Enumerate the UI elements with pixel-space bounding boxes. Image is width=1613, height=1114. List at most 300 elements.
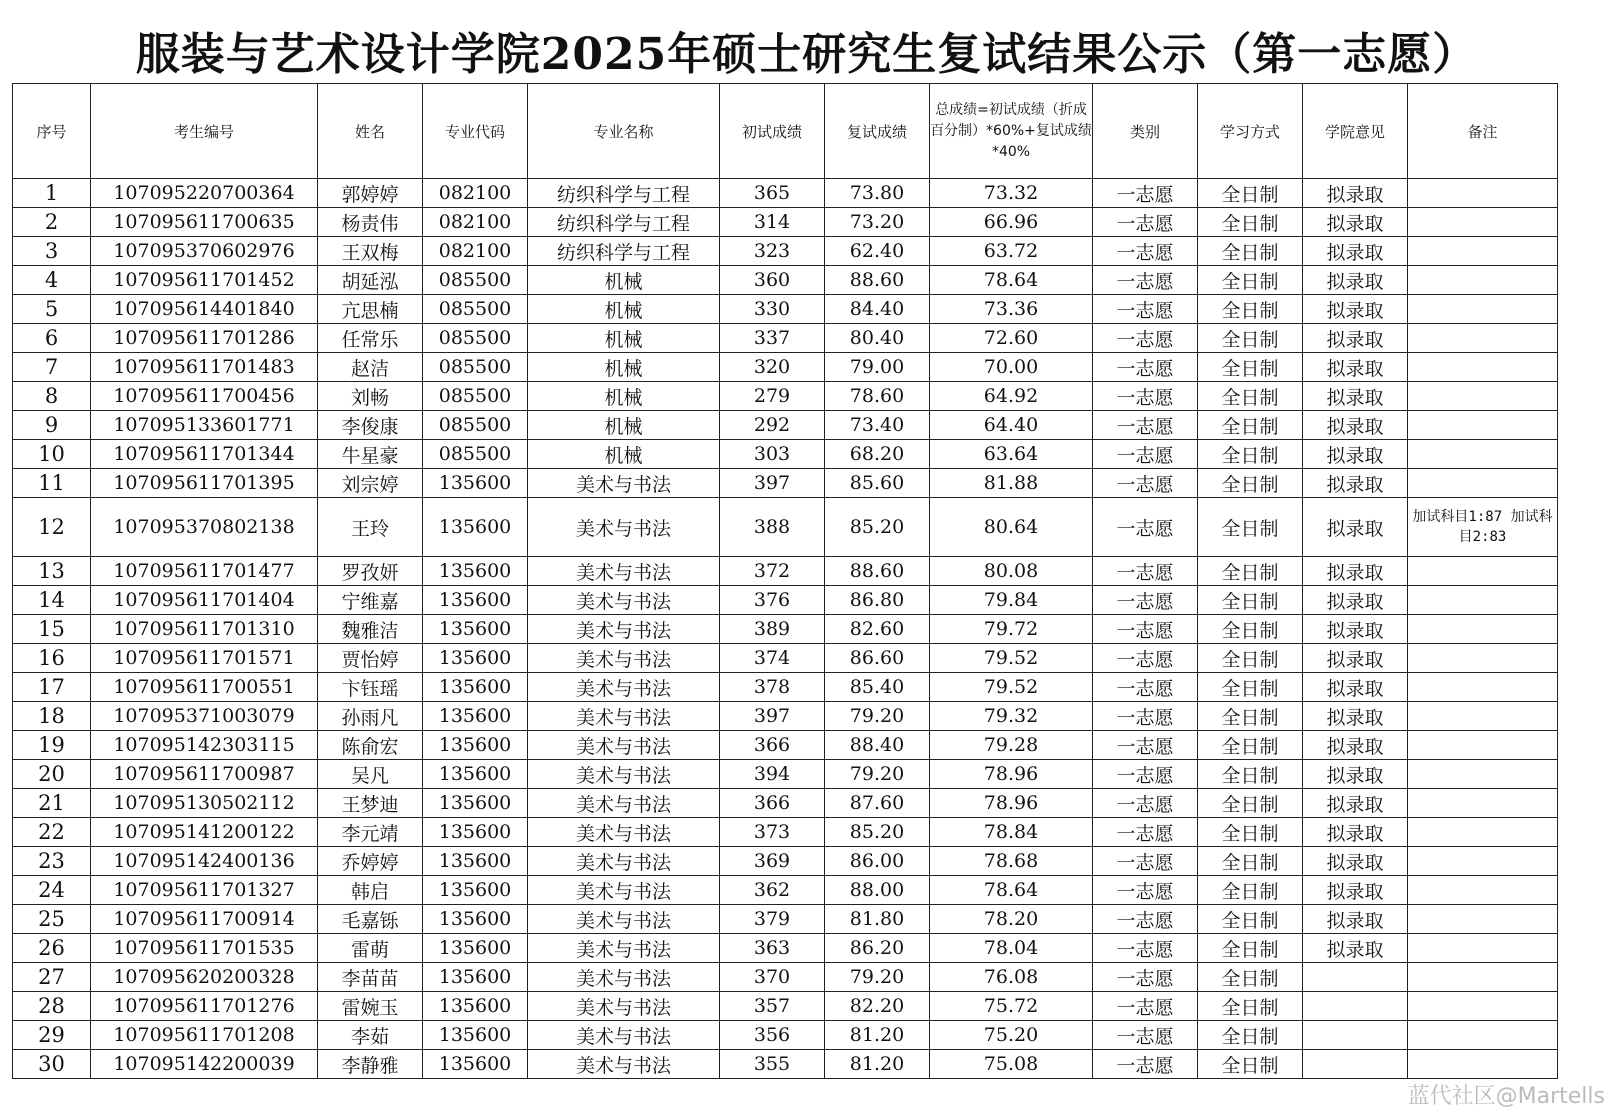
table-cell: 刘畅 bbox=[318, 382, 423, 411]
table-cell: 一志愿 bbox=[1093, 615, 1198, 644]
table-cell: 全日制 bbox=[1198, 644, 1303, 673]
table-cell: 全日制 bbox=[1198, 440, 1303, 469]
table-cell: 79.52 bbox=[930, 673, 1093, 702]
table-cell: 加试科目1:87 加试科目2:83 bbox=[1408, 498, 1558, 557]
table-cell: 79.20 bbox=[825, 760, 930, 789]
table-cell: 86.60 bbox=[825, 644, 930, 673]
table-cell: 370 bbox=[720, 963, 825, 992]
table-cell: 17 bbox=[13, 673, 91, 702]
table-cell: 李茹 bbox=[318, 1021, 423, 1050]
table-cell: 一志愿 bbox=[1093, 731, 1198, 760]
table-cell: 拟录取 bbox=[1303, 295, 1408, 324]
table-cell: 一志愿 bbox=[1093, 818, 1198, 847]
table-cell: 14 bbox=[13, 586, 91, 615]
table-cell: 357 bbox=[720, 992, 825, 1021]
table-cell: 78.60 bbox=[825, 382, 930, 411]
table-cell: 314 bbox=[720, 208, 825, 237]
table-cell: 66.96 bbox=[930, 208, 1093, 237]
table-cell: 80.40 bbox=[825, 324, 930, 353]
table-cell: 63.64 bbox=[930, 440, 1093, 469]
table-cell: 81.20 bbox=[825, 1050, 930, 1079]
table-cell: 88.60 bbox=[825, 266, 930, 295]
table-cell: 88.00 bbox=[825, 876, 930, 905]
table-cell: 107095611701327 bbox=[91, 876, 318, 905]
table-cell bbox=[1408, 731, 1558, 760]
table-cell: 王玲 bbox=[318, 498, 423, 557]
table-cell: 李苗苗 bbox=[318, 963, 423, 992]
table-cell: 107095611700551 bbox=[91, 673, 318, 702]
table-cell: 323 bbox=[720, 237, 825, 266]
table-cell: 拟录取 bbox=[1303, 673, 1408, 702]
header-cell: 复试成绩 bbox=[825, 84, 930, 179]
table-cell: 27 bbox=[13, 963, 91, 992]
table-cell: 70.00 bbox=[930, 353, 1093, 382]
table-cell: 全日制 bbox=[1198, 934, 1303, 963]
table-cell: 11 bbox=[13, 469, 91, 498]
table-cell: 085500 bbox=[423, 382, 528, 411]
table-cell: 73.32 bbox=[930, 179, 1093, 208]
table-cell: 美术与书法 bbox=[528, 615, 720, 644]
table-cell: 78.64 bbox=[930, 876, 1093, 905]
table-body bbox=[13, 179, 1558, 1079]
table-cell: 吴凡 bbox=[318, 760, 423, 789]
table-cell: 107095611701404 bbox=[91, 586, 318, 615]
table-cell: 一志愿 bbox=[1093, 266, 1198, 295]
table-cell: 5 bbox=[13, 295, 91, 324]
table-cell: 美术与书法 bbox=[528, 673, 720, 702]
table-cell bbox=[1408, 382, 1558, 411]
table-row bbox=[13, 702, 1558, 731]
table-cell: 9 bbox=[13, 411, 91, 440]
table-cell: 王双梅 bbox=[318, 237, 423, 266]
table-row bbox=[13, 1021, 1558, 1050]
table-cell: 雷婉玉 bbox=[318, 992, 423, 1021]
table-cell: 3 bbox=[13, 237, 91, 266]
table-cell: 纺织科学与工程 bbox=[528, 179, 720, 208]
table-cell bbox=[1408, 876, 1558, 905]
table-cell: 全日制 bbox=[1198, 557, 1303, 586]
table-cell bbox=[1303, 963, 1408, 992]
table-cell: 8 bbox=[13, 382, 91, 411]
table-cell: 拟录取 bbox=[1303, 644, 1408, 673]
table-cell: 79.20 bbox=[825, 963, 930, 992]
table-cell: 26 bbox=[13, 934, 91, 963]
table-cell: 宁维嘉 bbox=[318, 586, 423, 615]
table-cell: 107095220700364 bbox=[91, 179, 318, 208]
table-cell: 24 bbox=[13, 876, 91, 905]
table-cell: 365 bbox=[720, 179, 825, 208]
table-cell: 79.00 bbox=[825, 353, 930, 382]
table-cell: 78.68 bbox=[930, 847, 1093, 876]
table-cell: 李元靖 bbox=[318, 818, 423, 847]
table-cell bbox=[1303, 992, 1408, 1021]
table-cell bbox=[1408, 702, 1558, 731]
table-cell bbox=[1408, 1021, 1558, 1050]
table-cell: 378 bbox=[720, 673, 825, 702]
table-cell: 135600 bbox=[423, 760, 528, 789]
table-cell: 107095142200039 bbox=[91, 1050, 318, 1079]
table-row bbox=[13, 208, 1558, 237]
table-cell: 86.80 bbox=[825, 586, 930, 615]
header-cell: 考生编号 bbox=[91, 84, 318, 179]
table-cell: 397 bbox=[720, 702, 825, 731]
table-cell: 一志愿 bbox=[1093, 934, 1198, 963]
table-row bbox=[13, 498, 1558, 557]
table-cell: 107095611700914 bbox=[91, 905, 318, 934]
table-cell: 135600 bbox=[423, 469, 528, 498]
table-cell: 一志愿 bbox=[1093, 237, 1198, 266]
table-cell: 王梦迪 bbox=[318, 789, 423, 818]
table-cell: 374 bbox=[720, 644, 825, 673]
table-cell: 135600 bbox=[423, 818, 528, 847]
table-cell: 68.20 bbox=[825, 440, 930, 469]
table-cell: 拟录取 bbox=[1303, 324, 1408, 353]
table-cell: 1 bbox=[13, 179, 91, 208]
table-cell bbox=[1408, 818, 1558, 847]
table-cell: 135600 bbox=[423, 847, 528, 876]
table-cell: 107095141200122 bbox=[91, 818, 318, 847]
table-cell: 78.64 bbox=[930, 266, 1093, 295]
header-cell: 初试成绩 bbox=[720, 84, 825, 179]
table-row bbox=[13, 469, 1558, 498]
table-cell: 一志愿 bbox=[1093, 208, 1198, 237]
table-row bbox=[13, 382, 1558, 411]
table-cell: 一志愿 bbox=[1093, 673, 1198, 702]
table-cell: 81.80 bbox=[825, 905, 930, 934]
table-row bbox=[13, 586, 1558, 615]
table-cell: 机械 bbox=[528, 266, 720, 295]
table-cell bbox=[1303, 1050, 1408, 1079]
header-cell: 学院意见 bbox=[1303, 84, 1408, 179]
table-cell: 28 bbox=[13, 992, 91, 1021]
table-cell: 16 bbox=[13, 644, 91, 673]
table-cell: 64.40 bbox=[930, 411, 1093, 440]
table-cell: 一志愿 bbox=[1093, 353, 1198, 382]
table-cell: 78.20 bbox=[930, 905, 1093, 934]
table-cell: 397 bbox=[720, 469, 825, 498]
table-cell: 135600 bbox=[423, 963, 528, 992]
table-cell: 78.84 bbox=[930, 818, 1093, 847]
table-cell: 全日制 bbox=[1198, 702, 1303, 731]
table-row bbox=[13, 876, 1558, 905]
table-cell bbox=[1408, 789, 1558, 818]
table-cell: 88.60 bbox=[825, 557, 930, 586]
header-cell: 序号 bbox=[13, 84, 91, 179]
table-cell: 73.80 bbox=[825, 179, 930, 208]
table-cell: 363 bbox=[720, 934, 825, 963]
table-cell: 135600 bbox=[423, 1050, 528, 1079]
table-cell: 拟录取 bbox=[1303, 498, 1408, 557]
table-cell: 86.00 bbox=[825, 847, 930, 876]
table-cell bbox=[1303, 1021, 1408, 1050]
table-cell: 337 bbox=[720, 324, 825, 353]
table-cell: 拟录取 bbox=[1303, 179, 1408, 208]
table-cell: 107095611701286 bbox=[91, 324, 318, 353]
table-row bbox=[13, 615, 1558, 644]
table-cell: 美术与书法 bbox=[528, 586, 720, 615]
table-cell: 082100 bbox=[423, 179, 528, 208]
table-cell: 美术与书法 bbox=[528, 469, 720, 498]
table-cell: 刘宗婷 bbox=[318, 469, 423, 498]
table-cell: 366 bbox=[720, 731, 825, 760]
table-cell: 76.08 bbox=[930, 963, 1093, 992]
table-cell: 一志愿 bbox=[1093, 876, 1198, 905]
table-cell: 79.32 bbox=[930, 702, 1093, 731]
table-cell: 79.72 bbox=[930, 615, 1093, 644]
table-cell: 80.08 bbox=[930, 557, 1093, 586]
table-cell: 全日制 bbox=[1198, 876, 1303, 905]
table-cell: 一志愿 bbox=[1093, 440, 1198, 469]
table-cell: 107095611701483 bbox=[91, 353, 318, 382]
table-cell bbox=[1408, 963, 1558, 992]
table-cell: 84.40 bbox=[825, 295, 930, 324]
table-cell: 107095370602976 bbox=[91, 237, 318, 266]
table-cell: 拟录取 bbox=[1303, 731, 1408, 760]
table-cell: 全日制 bbox=[1198, 208, 1303, 237]
table-row bbox=[13, 731, 1558, 760]
table-cell: 全日制 bbox=[1198, 586, 1303, 615]
table-cell: 25 bbox=[13, 905, 91, 934]
table-cell: 303 bbox=[720, 440, 825, 469]
table-cell bbox=[1408, 586, 1558, 615]
table-cell: 拟录取 bbox=[1303, 876, 1408, 905]
table-cell: 107095611700456 bbox=[91, 382, 318, 411]
table-row bbox=[13, 411, 1558, 440]
table-row bbox=[13, 992, 1558, 1021]
table-cell: 全日制 bbox=[1198, 847, 1303, 876]
table-cell: 366 bbox=[720, 789, 825, 818]
table-cell bbox=[1408, 179, 1558, 208]
table-cell: 79.20 bbox=[825, 702, 930, 731]
table-cell: 一志愿 bbox=[1093, 324, 1198, 353]
table-cell: 美术与书法 bbox=[528, 934, 720, 963]
table-cell: 拟录取 bbox=[1303, 208, 1408, 237]
table-cell: 330 bbox=[720, 295, 825, 324]
table-cell: 拟录取 bbox=[1303, 440, 1408, 469]
table-row bbox=[13, 963, 1558, 992]
watermark: 蓝代社区@Martells bbox=[1407, 1084, 1605, 1109]
table-cell: 82.20 bbox=[825, 992, 930, 1021]
table-cell bbox=[1408, 208, 1558, 237]
table-cell: 一志愿 bbox=[1093, 411, 1198, 440]
table-cell: 一志愿 bbox=[1093, 992, 1198, 1021]
table-cell bbox=[1408, 615, 1558, 644]
table-cell: 美术与书法 bbox=[528, 1050, 720, 1079]
table-cell: 一志愿 bbox=[1093, 1050, 1198, 1079]
table-cell: 全日制 bbox=[1198, 382, 1303, 411]
table-cell: 一志愿 bbox=[1093, 760, 1198, 789]
table-cell bbox=[1408, 324, 1558, 353]
table-cell: 一志愿 bbox=[1093, 586, 1198, 615]
table-cell: 135600 bbox=[423, 673, 528, 702]
table-cell: 135600 bbox=[423, 615, 528, 644]
table-cell: 085500 bbox=[423, 411, 528, 440]
table-cell: 78.04 bbox=[930, 934, 1093, 963]
table-cell: 7 bbox=[13, 353, 91, 382]
table-row bbox=[13, 760, 1558, 789]
table-cell: 一志愿 bbox=[1093, 498, 1198, 557]
table-cell: 12 bbox=[13, 498, 91, 557]
table-cell: 82.60 bbox=[825, 615, 930, 644]
table-row bbox=[13, 353, 1558, 382]
table-cell: 23 bbox=[13, 847, 91, 876]
table-row bbox=[13, 237, 1558, 266]
table-cell: 郭婷婷 bbox=[318, 179, 423, 208]
table-cell: 一志愿 bbox=[1093, 702, 1198, 731]
table-cell bbox=[1408, 1050, 1558, 1079]
table-cell: 88.40 bbox=[825, 731, 930, 760]
table-cell: 373 bbox=[720, 818, 825, 847]
table-cell: 任常乐 bbox=[318, 324, 423, 353]
table-cell: 拟录取 bbox=[1303, 760, 1408, 789]
table-cell: 73.36 bbox=[930, 295, 1093, 324]
table-cell: 389 bbox=[720, 615, 825, 644]
table-cell: 135600 bbox=[423, 905, 528, 934]
table-cell: 082100 bbox=[423, 208, 528, 237]
table-cell: 10 bbox=[13, 440, 91, 469]
table-cell: 全日制 bbox=[1198, 179, 1303, 208]
table-cell: 79.28 bbox=[930, 731, 1093, 760]
table-cell: 19 bbox=[13, 731, 91, 760]
table-cell: 美术与书法 bbox=[528, 818, 720, 847]
table-cell: 085500 bbox=[423, 295, 528, 324]
table-cell: 107095142303115 bbox=[91, 731, 318, 760]
table-cell: 135600 bbox=[423, 702, 528, 731]
table-cell: 卞钰瑶 bbox=[318, 673, 423, 702]
table-cell: 30 bbox=[13, 1050, 91, 1079]
table-cell: 一志愿 bbox=[1093, 963, 1198, 992]
table-cell: 085500 bbox=[423, 440, 528, 469]
table-row bbox=[13, 266, 1558, 295]
table-cell: 73.20 bbox=[825, 208, 930, 237]
table-cell: 81.20 bbox=[825, 1021, 930, 1050]
table-cell: 一志愿 bbox=[1093, 905, 1198, 934]
table-cell: 107095370802138 bbox=[91, 498, 318, 557]
header-cell: 专业名称 bbox=[528, 84, 720, 179]
table-cell bbox=[1408, 673, 1558, 702]
table-cell bbox=[1408, 440, 1558, 469]
table-cell: 22 bbox=[13, 818, 91, 847]
table-cell: 全日制 bbox=[1198, 498, 1303, 557]
table-cell: 107095130502112 bbox=[91, 789, 318, 818]
table-cell: 64.92 bbox=[930, 382, 1093, 411]
table-cell: 一志愿 bbox=[1093, 382, 1198, 411]
table-cell: 107095611701395 bbox=[91, 469, 318, 498]
header-cell: 备注 bbox=[1408, 84, 1558, 179]
table-cell: 135600 bbox=[423, 731, 528, 760]
table-cell: 全日制 bbox=[1198, 353, 1303, 382]
table-cell: 135600 bbox=[423, 586, 528, 615]
table-cell: 107095611701571 bbox=[91, 644, 318, 673]
table-cell: 美术与书法 bbox=[528, 1021, 720, 1050]
table-cell: 一志愿 bbox=[1093, 789, 1198, 818]
table-cell: 拟录取 bbox=[1303, 847, 1408, 876]
table-cell: 85.40 bbox=[825, 673, 930, 702]
table-cell: 79.84 bbox=[930, 586, 1093, 615]
table-cell: 085500 bbox=[423, 324, 528, 353]
table-cell: 082100 bbox=[423, 237, 528, 266]
table-cell: 纺织科学与工程 bbox=[528, 237, 720, 266]
table-cell: 拟录取 bbox=[1303, 615, 1408, 644]
results-table bbox=[12, 83, 1558, 1079]
table-cell: 全日制 bbox=[1198, 324, 1303, 353]
table-row bbox=[13, 440, 1558, 469]
table-cell: 一志愿 bbox=[1093, 295, 1198, 324]
table-cell bbox=[1408, 905, 1558, 934]
table-cell: 赵洁 bbox=[318, 353, 423, 382]
table-cell: 全日制 bbox=[1198, 963, 1303, 992]
table-cell: 全日制 bbox=[1198, 295, 1303, 324]
table-cell: 388 bbox=[720, 498, 825, 557]
table-cell: 一志愿 bbox=[1093, 469, 1198, 498]
table-cell: 美术与书法 bbox=[528, 644, 720, 673]
table-cell: 美术与书法 bbox=[528, 557, 720, 586]
table-cell: 62.40 bbox=[825, 237, 930, 266]
table-row bbox=[13, 644, 1558, 673]
table-cell: 292 bbox=[720, 411, 825, 440]
table-cell: 美术与书法 bbox=[528, 847, 720, 876]
table-cell: 全日制 bbox=[1198, 266, 1303, 295]
page-title: 服装与艺术设计学院2025年硕士研究生复试结果公示（第一志愿） bbox=[135, 29, 1478, 80]
table-cell: 美术与书法 bbox=[528, 702, 720, 731]
table-cell: 贾怡婷 bbox=[318, 644, 423, 673]
table-cell: 79.52 bbox=[930, 644, 1093, 673]
table-cell: 87.60 bbox=[825, 789, 930, 818]
table-cell: 全日制 bbox=[1198, 992, 1303, 1021]
table-cell: 107095611701344 bbox=[91, 440, 318, 469]
table-row bbox=[13, 818, 1558, 847]
table-cell: 美术与书法 bbox=[528, 498, 720, 557]
table-cell: 13 bbox=[13, 557, 91, 586]
table-cell bbox=[1408, 295, 1558, 324]
table-cell: 279 bbox=[720, 382, 825, 411]
table-cell bbox=[1408, 237, 1558, 266]
table-cell: 107095611700635 bbox=[91, 208, 318, 237]
table-cell: 一志愿 bbox=[1093, 557, 1198, 586]
table-cell: 拟录取 bbox=[1303, 237, 1408, 266]
table-row bbox=[13, 557, 1558, 586]
table-cell: 美术与书法 bbox=[528, 789, 720, 818]
table-cell: 20 bbox=[13, 760, 91, 789]
table-row bbox=[13, 905, 1558, 934]
table-cell: 135600 bbox=[423, 934, 528, 963]
table-cell: 78.96 bbox=[930, 789, 1093, 818]
table-cell: 362 bbox=[720, 876, 825, 905]
table-cell bbox=[1408, 992, 1558, 1021]
table-cell: 81.88 bbox=[930, 469, 1093, 498]
table-cell: 纺织科学与工程 bbox=[528, 208, 720, 237]
table-cell: 机械 bbox=[528, 353, 720, 382]
table-cell: 拟录取 bbox=[1303, 382, 1408, 411]
table-cell: 美术与书法 bbox=[528, 760, 720, 789]
table-cell: 美术与书法 bbox=[528, 905, 720, 934]
table-cell: 拟录取 bbox=[1303, 818, 1408, 847]
table-cell: 全日制 bbox=[1198, 905, 1303, 934]
table-row bbox=[13, 179, 1558, 208]
table-cell: 107095611701535 bbox=[91, 934, 318, 963]
table-cell: 亢思楠 bbox=[318, 295, 423, 324]
table-cell: 75.20 bbox=[930, 1021, 1093, 1050]
table-row bbox=[13, 789, 1558, 818]
table-cell: 85.60 bbox=[825, 469, 930, 498]
table-cell: 全日制 bbox=[1198, 789, 1303, 818]
table-cell: 美术与书法 bbox=[528, 731, 720, 760]
table-cell: 085500 bbox=[423, 353, 528, 382]
table-cell bbox=[1408, 353, 1558, 382]
table-cell: 135600 bbox=[423, 1021, 528, 1050]
table-cell: 毛嘉铄 bbox=[318, 905, 423, 934]
table-cell: 一志愿 bbox=[1093, 179, 1198, 208]
